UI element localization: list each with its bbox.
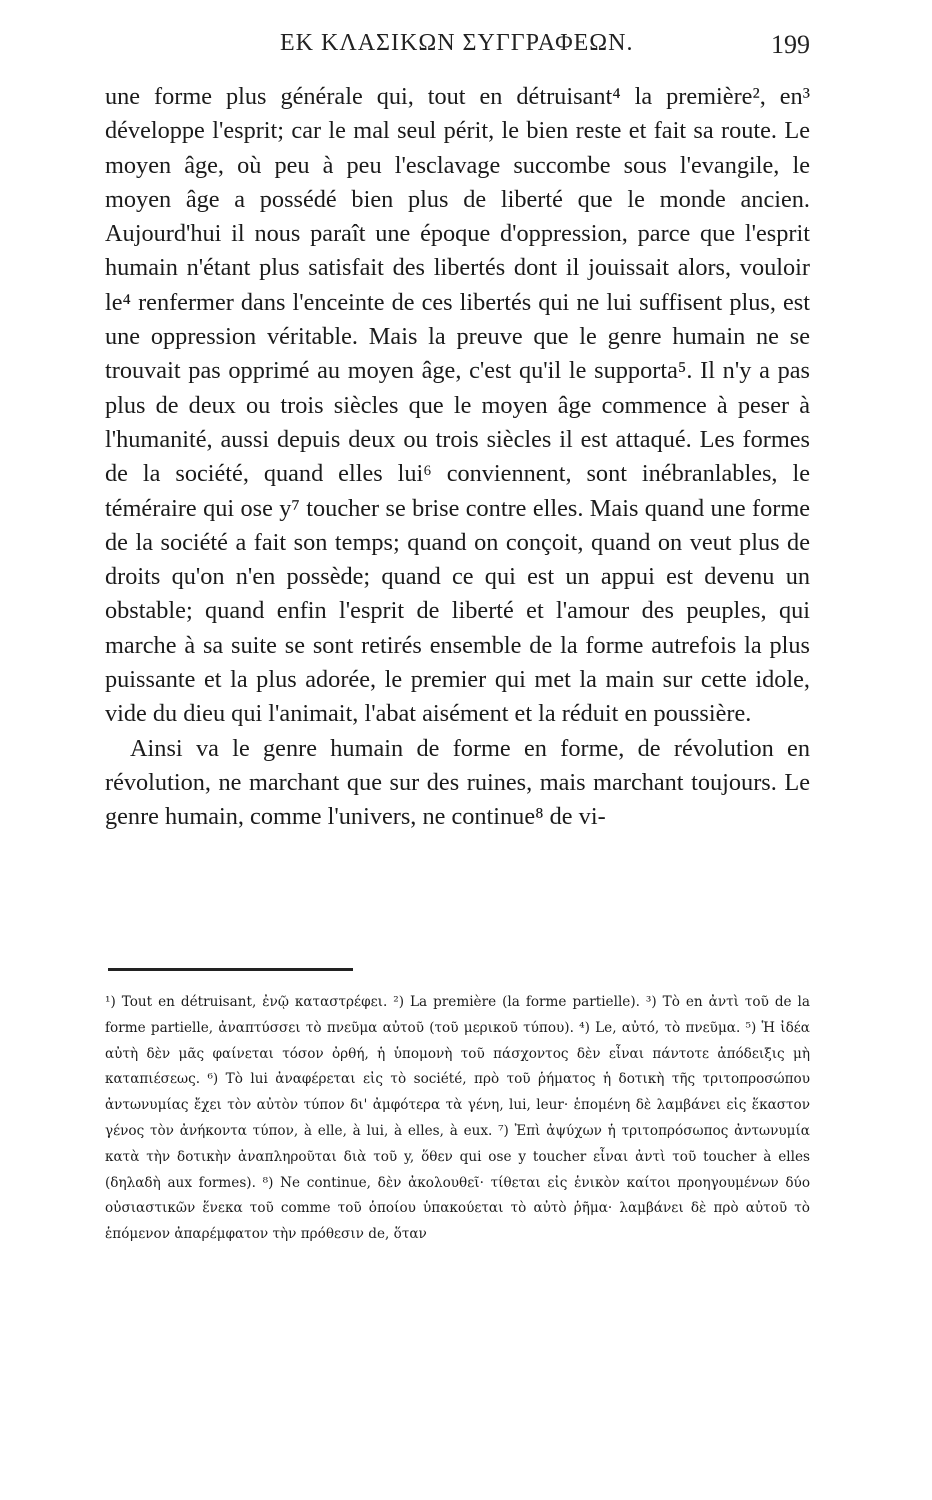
page-number: 199 [771, 30, 810, 59]
footnote-separator [108, 968, 353, 971]
main-text [105, 80, 810, 835]
paragraph-2: Ainsi va le genre humain de forme en forme, de révolution en révolution, ne marchant que sur des ruines, mais marchant toujours. Le genre humain, comme l'univers, ne continue⁸ de vi- [105, 734, 810, 831]
running-head [105, 30, 810, 60]
footnotes [105, 990, 810, 1248]
footnote-text: ¹) Tout en détruisant, ἐνῷ καταστρέφει. ²) La première (la forme partielle). ³) Τὸ en ἀντὶ τοῦ de la forme partielle, ἀναπτύσσει τὸ πνεῦμα αὐτοῦ (τοῦ μερικοῦ τύπου). ⁴) Le, αὐτό, τὸ πνεῦμα. ⁵) Ἡ ἰδέα αὐτὴ δὲν μᾶς φαίνεται τόσον ὀρθή, ἡ ὑπομονὴ τοῦ πάσχοντος δὲν εἶναι πάντοτε ἀπόδειξις μὴ καταπιέσεως. ⁶) Τὸ lui ἀναφέρεται εἰς τὸ société, πρὸ τοῦ ῥήματος ἡ δοτικὴ τῆς τριτοπροσώπου ἀντωνυμίας ἔχει τὸν αὐτὸν τύπον δι' ἀμφότερα τὰ γένη, lui, leur· ἑπομένη δὲ λαμβάνει εἰς ἕκαστον γένος τὸν ἀνήκοντα τύπον, à elle, à lui, à elles, à eux. ⁷) Ἐπὶ ἀψύχων ἡ τριτοπρόσωπος ἀντωνυμία κατὰ τὴν δοτικὴν ἀναπληροῦται διὰ τοῦ y, ὅθεν qui ose y toucher εἶναι ἀντὶ τοῦ toucher à elles (δηλαδὴ aux formes). ⁸) Ne continue, δὲν ἀκολουθεῖ· τίθεται εἰς ἑνικὸν καίτοι προηγουμένων δύο οὐσιαστικῶν ἕνεκα τοῦ comme τοῦ ὁποίου ὑπακούεται τὸ αὐτὸ ῥῆμα· λαμβάνει δὲ πρὸ αὐτοῦ τὸ ἑπόμενον ἀπαρέμφατον τὴν πρόθεσιν de, ὅταν [105, 994, 810, 1243]
paragraph-1: une forme plus générale qui, tout en détruisant⁴ la première², en³ développe l'esprit; car le mal seul périt, le bien reste et fait sa route. Le moyen âge, où peu à peu l'esclavage succombe sous l'evangile, le moyen âge a possédé bien plus de liberté que le monde ancien. Aujourd'hui il nous paraît une époque d'oppression, parce que l'esprit humain n'étant plus satisfait des libertés dont il jouissait alors, vouloir le⁴ renfermer dans l'enceinte de ces libertés qui ne lui suffisent plus, est une oppression véritable. Mais la preuve que le genre humain ne se trouvait pas opprimé au moyen âge, c'est qu'il le supporta⁵. Il n'y a pas plus de deux ou trois siècles que le moyen âge commence à peser à l'humanité, aussi depuis deux ou trois siècles il est attaqué. Les formes de la société, quand elles lui⁶ conviennent, sont inébranlables, le téméraire qui ose y⁷ toucher se brise contre elles. Mais quand une forme de la société a fait son temps; quand on conçoit, quand on veut plus de droits qu'on n'en possède; quand ce qui est un appui est devenu un obstable; quand enfin l'esprit de liberté et l'amour des peuples, qui marche à sa suite se sont retirés ensemble de la forme autrefois la plus puissante et la plus adorée, le premier qui met la main sur cette idole, vide du dieu qui l'animait, l'abat aisément et la réduit en poussière. [105, 83, 810, 728]
running-title: ΕΚ ΚΛΑΣΙΚΩΝ ΣΥΓΓΡΑΦΕΩΝ. [280, 30, 634, 56]
